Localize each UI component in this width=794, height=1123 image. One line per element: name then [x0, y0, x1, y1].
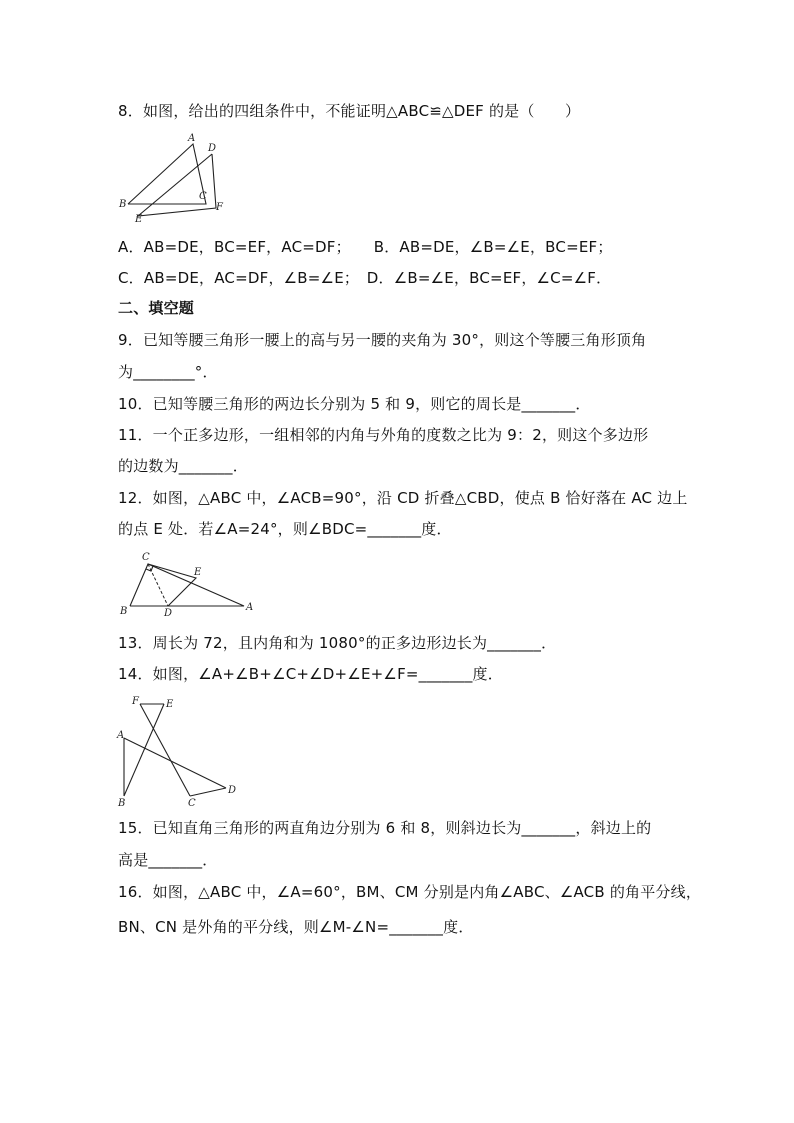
fold-ce-ed: [148, 564, 196, 606]
q8-options-cd: C．AB=DE，AC=DF，∠B=∠E； D．∠B=∠E，BC=EF，∠C=∠F．: [118, 269, 612, 287]
q14-line1: 14．如图，∠A+∠B+∠C+∠D+∠E+∠F=_______度．: [118, 665, 503, 683]
q11-line2: 的边数为_______．: [118, 457, 248, 475]
label-e: E: [135, 214, 143, 225]
q12-figure: [116, 550, 256, 619]
q12-figure-svg: [116, 550, 256, 619]
label-f-q14: F: [132, 696, 139, 707]
q9-line1: 9．已知等腰三角形一腰上的高与另一腰的夹角为 30°，则这个等腰三角形顶角: [118, 331, 647, 349]
label-b-q12: B: [120, 606, 128, 617]
label-a-q14: A: [117, 730, 125, 741]
segment-eb: [124, 704, 164, 796]
q11-line1: 11．一个正多边形，一组相邻的内角与外角的度数之比为 9：2，则这个多边形: [118, 426, 649, 444]
label-a: A: [188, 133, 196, 144]
q8-stem: 8．如图，给出的四组条件中，不能证明△ABC≌△DEF 的是（ ）: [118, 102, 581, 120]
label-e-q12: E: [194, 567, 202, 578]
q15-line1: 15．已知直角三角形的两直角边分别为 6 和 8，则斜边长为_______，斜边上的: [118, 819, 652, 837]
label-b: B: [119, 199, 127, 210]
label-c: C: [199, 191, 207, 202]
triangle-abc: [128, 144, 206, 204]
q8-figure: [116, 132, 236, 224]
q12-line1: 12．如图，△ABC 中，∠ACB=90°，沿 CD 折叠△CBD，使点 B 恰好落在 AC 边上: [118, 489, 688, 507]
triangle-def: [138, 154, 216, 216]
label-c-q12: C: [142, 552, 150, 563]
label-d: D: [208, 143, 217, 154]
q10-line1: 10．已知等腰三角形的两边长分别为 5 和 9，则它的周长是_______．: [118, 395, 591, 413]
q8-options-ab: A．AB=DE，BC=EF，AC=DF； B．AB=DE，∠B=∠E，BC=EF；: [118, 238, 613, 256]
q9-line2: 为________°．: [118, 363, 218, 381]
q16-line1: 16．如图，△ABC 中，∠A=60°，BM、CM 分别是内角∠ABC、∠ACB 的角平分线，: [118, 883, 702, 901]
label-b-q14: B: [118, 798, 126, 809]
label-d-q14: D: [228, 785, 237, 796]
q8-figure-svg: [116, 132, 236, 224]
segment-cd: [190, 788, 226, 796]
q12-line2: 的点 E 处．若∠A=24°，则∠BDC=_______度．: [118, 520, 452, 538]
label-c-q14: C: [188, 798, 196, 809]
label-f: F: [216, 202, 223, 213]
label-a-q12: A: [246, 602, 254, 613]
q14-figure: [116, 694, 246, 810]
segment-ad: [124, 738, 226, 788]
q13-line1: 13．周长为 72，且内角和为 1080°的正多边形边长为_______．: [118, 634, 557, 652]
q15-line2: 高是_______．: [118, 851, 218, 869]
q14-figure-svg: [116, 694, 246, 810]
label-d-q12: D: [164, 608, 173, 619]
label-e-q14: E: [166, 699, 174, 710]
section-title: 二、填空题: [118, 299, 195, 317]
triangle-abc-q12: [130, 564, 244, 606]
q16-line2: BN、CN 是外角的平分线，则∠M-∠N=_______度．: [118, 918, 474, 936]
